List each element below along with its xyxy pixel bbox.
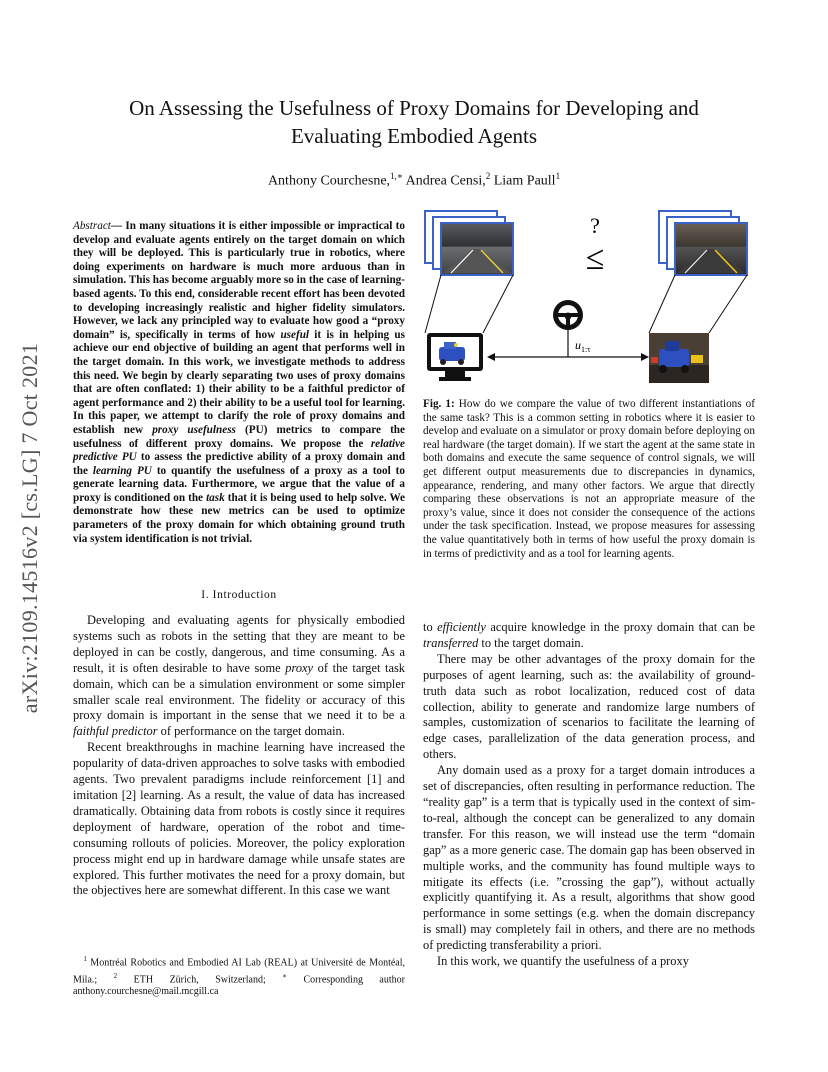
title-line-2: Evaluating Embodied Agents — [290, 124, 538, 148]
title-line-1: On Assessing the Usefulness of Proxy Domains for Developing and — [129, 96, 699, 120]
text-emph: transferred — [423, 635, 479, 650]
abstract-text: — In many situations it is either impossible or impractical to develop and evaluate agents entirely on the target domain on which they will be deployed. This is particularly true in robotics, where doing experiments on hardware is much more arduous than in simulation. This has become arguably more so in the case of learning-based agents. To this end, considerable recent effort has been devoted to developing increasingly realistic and higher fidelity simulators. However, we lack any principled way to evaluate how good a “proxy domain” is, specifically in terms of how — [73, 220, 405, 341]
text-emph: faithful predictor — [73, 724, 158, 739]
author-1: Anthony Courchesne, — [267, 173, 391, 189]
abstract-text: it is in helping us achieve our end objective of building an agent that performs well in the target domain. In this work, we investigate methods to address this need. We begin by clearly separating two uses of proxy domains that are often conflated: 1) their ability to be a faithful predictor of agent performance and 2) their ability to be a useful tool for learning. In this paper, we attempt to clarify the role of proxy domains and establish new — [73, 328, 405, 436]
paragraph: In this work, we quantify the usefulness of a proxy — [437, 954, 689, 969]
real-frames — [659, 211, 747, 275]
abstract-emph: useful — [280, 328, 310, 341]
control-signal-label: $u_{1:\tau}$ — [575, 338, 591, 354]
abstract-text: that it is being used to help solve. We demonstrate how these new metrics can be used to optimize parameters of the proxy domain for which obtaining ground truth via system identification is not trivial. — [73, 491, 405, 545]
footnote-text: Montréal Robotics and Embodied AI Lab (REAL) at Université de Montéal, Mila.; — [73, 957, 405, 985]
author-2: Andrea Censi, — [405, 173, 486, 189]
author-1-affil: 1,∗ — [390, 171, 403, 181]
caption-label: Fig. 1: — [423, 398, 455, 410]
text-emph: proxy — [285, 660, 314, 675]
steering-wheel-icon — [553, 300, 583, 330]
text-run: of performance on the target domain. — [157, 724, 345, 739]
real-robot-photo — [649, 333, 709, 383]
abstract-emph: task — [206, 491, 225, 504]
author-2-affil: 2 — [485, 171, 491, 181]
figure-1 — [423, 205, 755, 390]
arxiv-side-stamp — [10, 298, 50, 758]
author-list — [0, 171, 828, 190]
question-mark: ? — [590, 213, 600, 238]
paragraph: Any domain used as a proxy for a target domain introduces a set of discrepancies, often resulting in performance reduction. The “reality gap” is a term that is typically used in the context of sim-to-real, although the concept can be generalized to any domain transfer. For this reason, we will instead use the term “domain gap” as a more generic case. The domain gap has been observed in multiple works, and the community has found multiple ways to mitigate its effects (i.e. ”crossing the gap”), without actually explicitly quantifying it. As a result, algorithms that show good performance in some settings (e.g. when the domain discrepancy is small) may completely fail in others, and there are no methods of predicting transferability a priori. — [423, 763, 755, 953]
author-3: Liam Paull — [493, 173, 556, 189]
paragraph: Recent breakthroughs in machine learning have increased the popularity of data-driven approaches to solve tasks with embodied agents. Two prevalent paradigms include reinforcement [1] and imitation [2] learning. As a result, the value of data has increased dramatically. Obtaining data from robots is costly since it requires deployment of hardware, operation of the robot and time-consuming rollouts of policies. Moreover, the policy exploration process might end up in hardware damage while unsafe states are explored. This further motivates the need for a proxy domain, but the objectives here are somewhat different. In this case we want — [73, 740, 405, 898]
footnote-mark: 2 — [113, 971, 118, 980]
author-3-affil: 1 — [555, 171, 561, 181]
paper-title — [0, 94, 828, 150]
abstract-emph: relative predictive PU — [73, 437, 405, 464]
text-run: Developing and evaluating agents for physically embodied systems such as robots in the setting that they are meant to be deployed in can be costly, dangerous, and time consuming. As a result, it is often desirable to have some — [73, 613, 405, 675]
less-equal-symbol: ≤ — [585, 240, 605, 277]
right-column-body — [423, 620, 755, 970]
figure-1-caption — [423, 398, 755, 561]
abstract-text: (PU) metrics to compare the usefulness of different proxy domains. We propose the — [73, 423, 405, 450]
text-emph: efficiently — [437, 620, 486, 634]
text-run: acquire knowledge in the proxy domain that can be — [485, 620, 755, 634]
caption-text: How do we compare the value of two different instantiations of the same task? This is a common setting in robotics where it is easier to develop and evaluate on a simulator or proxy domain before deploying on real hardware (the target domain). If we start the agent at the same state in both domains and execute the same sequence of control signals, we will get different output measurements due to discrepancies in dynamics, appearance, rendering, and many other factors. We argue that directly comparing these observations is not an appropriate measure of the proxy’s value, since it does not consider the consequence of the actions under the task specification. Instead, we propose measures for assessing the value quantitatively both in terms of how useful the proxy domain is in terms of predictivity and as a tool for learning agents. — [423, 398, 755, 560]
sim-frames — [425, 211, 513, 275]
figure-1-illustration — [423, 205, 755, 390]
paragraph: to efficiently acquire knowledge in the proxy domain that can be transferred to the target domain. — [423, 620, 755, 650]
paragraph: There may be other advantages of the proxy domain for the purposes of agent learning, such as: the availability of ground-truth data such as robot localization, reduced cost of data collection, ability to generate and randomize large numbers of samples, customization of scenarios to facilitate the learning of edge cases, parallelization of the data generation process, and others. — [423, 651, 755, 762]
footnote-mark: ∗ — [282, 971, 288, 980]
footnote-text: Corresponding author anthony.courchesne@mail.mcgill.ca — [73, 973, 405, 998]
footnote — [73, 953, 405, 998]
monitor-icon — [427, 333, 483, 381]
paragraph — [73, 613, 405, 740]
left-column-body — [73, 613, 405, 899]
abstract — [73, 220, 405, 546]
section-heading-introduction: I. Introduction — [201, 589, 277, 601]
abstract-emph: proxy usefulness — [152, 423, 236, 436]
arxiv-identifier: arXiv:2109.14516v2 [cs.LG] 7 Oct 2021 — [17, 342, 42, 714]
abstract-lead: Abstract — [73, 220, 111, 232]
abstract-text: to quantify the usefulness of a proxy as a tool to generate learning data. Furthermore, we argue that the value of a proxy is conditioned on the — [73, 464, 405, 504]
footnote-mark: 1 — [83, 955, 87, 963]
footnote-text: ETH Zürich, Switzerland; — [117, 973, 283, 985]
text-run: of the target task domain, which can be a simulation environment or some simpler smaller scale real environment. The fidelity or accuracy of this proxy domain is important in the sense that we need it to be a — [73, 660, 405, 723]
abstract-text: to assess the predictive ability of a proxy domain and the — [73, 451, 405, 477]
abstract-emph: learning PU — [92, 464, 152, 477]
text-run: to the target domain. — [478, 635, 584, 650]
